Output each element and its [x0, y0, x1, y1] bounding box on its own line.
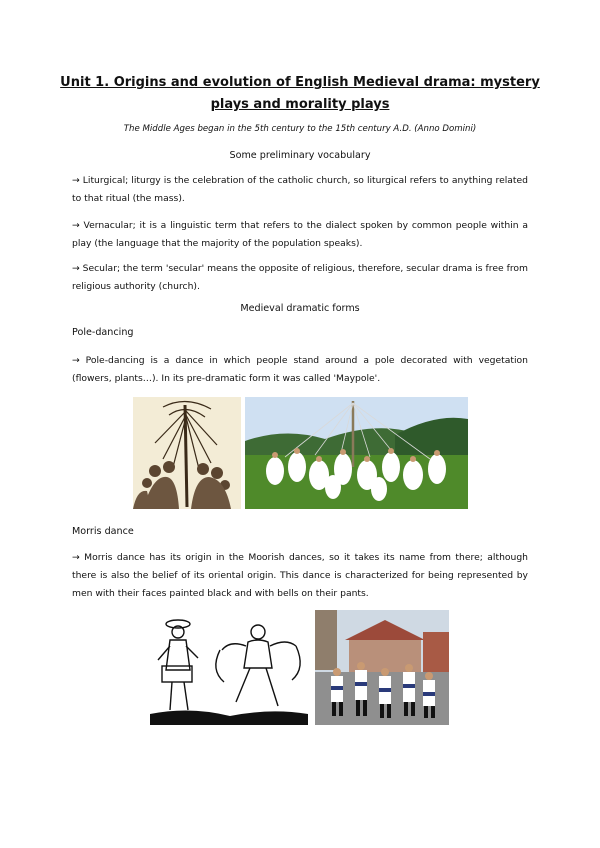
vocab-liturgical: → Liturgical; liturgy is the celebration of the catholic church, so liturgical refers to anything related to that ritual (the mass).: [72, 175, 528, 204]
morris-dance-text: → Morris dance has its origin in the Moorish dances, so it takes its name from there; although there is also the belief of its oriental origin. This dance is characterized for being represented by men with their faces painted black and with bells on their pants.: [72, 552, 528, 599]
pole-dancing-label: Pole-dancing: [72, 327, 134, 338]
maypole-photo: [245, 397, 468, 509]
page-subtitle: The Middle Ages began in the 5th century to the 15th century A.D. (Anno Domini): [123, 124, 477, 134]
morris-photo: [315, 610, 449, 725]
page-title: Unit 1. Origins and evolution of English Medieval drama: mystery plays and morality plays: [60, 75, 540, 112]
vocab-vernacular: → Vernacular; it is a linguistic term that refers to the dialect spoken by common people within a play (the language that the majority of the population speaks).: [72, 220, 528, 249]
forms-heading: Medieval dramatic forms: [240, 303, 360, 314]
vocab-heading: Some preliminary vocabulary: [229, 150, 371, 161]
maypole-engraving: [133, 397, 241, 509]
morris-dance-label: Morris dance: [72, 526, 134, 537]
pole-dancing-text: → Pole-dancing is a dance in which people stand around a pole decorated with vegetation (flowers, plants…). In its pre-dramatic form it was called 'Maypole'.: [72, 355, 528, 384]
morris-woodcut: [150, 610, 308, 725]
vocab-secular: → Secular; the term 'secular' means the opposite of religious, therefore, secular drama is free from religious authority (church).: [72, 263, 528, 292]
